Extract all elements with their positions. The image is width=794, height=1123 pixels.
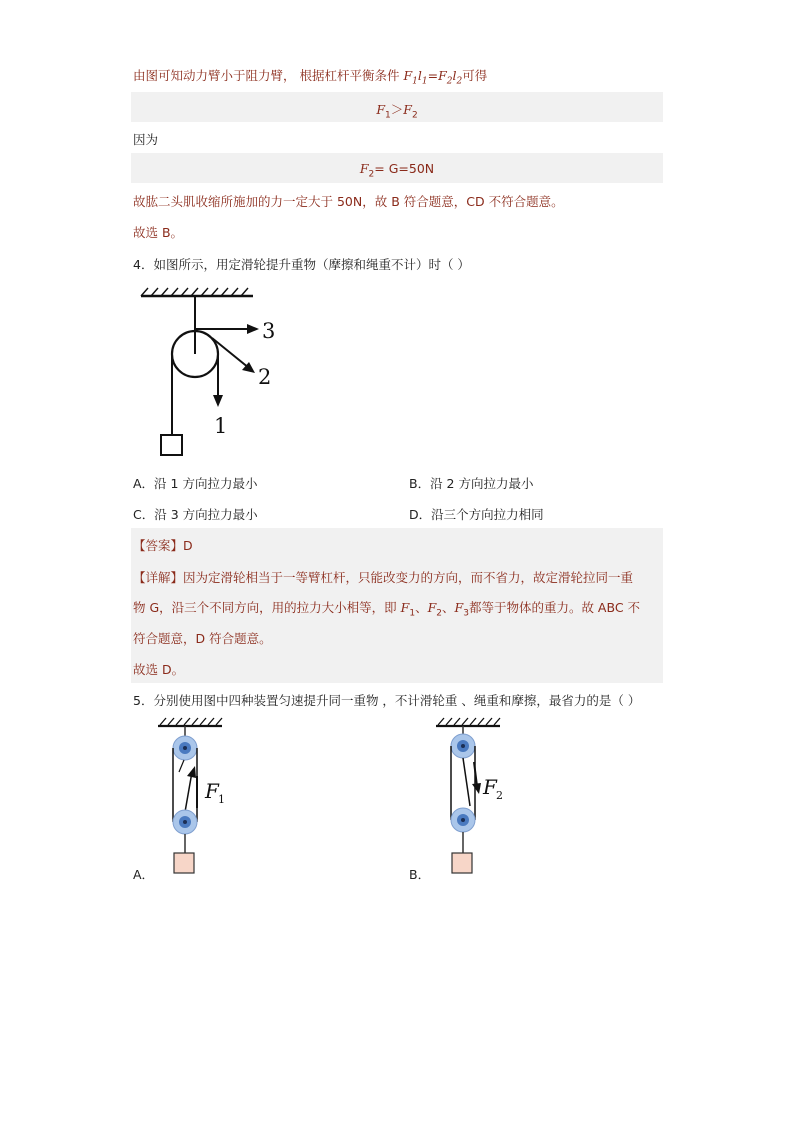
label-3: 3 (262, 319, 276, 343)
force-3-arrowhead (247, 324, 259, 334)
q4-choose: 故选 D。 (133, 662, 185, 677)
q3-line1-text: 由图可知动力臂小于阻力臂， 根据杠杆平衡条件 (133, 68, 400, 83)
label-2: 2 (258, 365, 272, 389)
force-f2-arrowhead (472, 783, 481, 794)
weight-box (452, 853, 472, 873)
q5-stem: 5．分别使用图中四种装置匀速提升同一重物 ，不计滑轮重 、绳重和摩擦，最省力的是（ ） (133, 693, 641, 708)
answer-value: D (183, 538, 193, 553)
pulley-system-b-figure (428, 712, 538, 877)
answer-label: 【答案】 (133, 538, 184, 553)
equation-2: $F_2= G=50N$ (359, 161, 435, 180)
q3-conclusion: 故肱二头肌收缩所施加的力一定大于 50N，故 B 符合题意，CD 不符合题意。 (133, 194, 564, 209)
option-d: D．沿三个方向拉力相同 (409, 507, 544, 522)
q3-line1 (133, 66, 487, 87)
q3-line1-tail: 可得 (462, 68, 488, 83)
force-f1-label: F (205, 779, 219, 803)
force-f1-subscript: 1 (218, 793, 225, 806)
lever-formula: $F_1l_1=F_2l_2$ (403, 68, 463, 87)
force-f1-arrowhead (187, 766, 196, 778)
force-f2-subscript: 2 (496, 789, 503, 802)
q4-stem: 4．如图所示，用定滑轮提升重物（摩擦和绳重不计）时（ ） (133, 257, 470, 272)
weight-box (161, 435, 182, 455)
option-b: B．沿 2 方向拉力最小 (409, 476, 534, 491)
option-a: A．沿 1 方向拉力最小 (133, 476, 258, 491)
detail-line-3: 符合题意，D 符合题意。 (133, 631, 272, 646)
q3-choose: 故选 B。 (133, 225, 184, 240)
equation-1: $F_1>F_2$ (376, 102, 418, 121)
pulley-system-a-figure (150, 712, 260, 877)
ceiling-hatch (438, 718, 500, 725)
answer-line (133, 536, 193, 554)
detail-label: 【详解】 (133, 570, 184, 585)
label-1: 1 (214, 414, 228, 438)
option-a-fig: A． (133, 867, 155, 882)
detail-line-1: 【详解】因为定滑轮相当于一等臂杠杆，只能改变力的方向，而不省力，故定滑轮拉同一重 (133, 570, 634, 585)
detail-line-2: 物 G，沿三个不同方向，用的拉力大小相等，即 $F_1$、$F_2$、$F_3$都等于物体的重力。故 ABC 不 (133, 600, 641, 619)
force-1-arrowhead (213, 395, 223, 407)
fixed-pulley-figure (125, 282, 290, 460)
weight-box (174, 853, 194, 873)
option-b-fig: B． (409, 867, 431, 882)
option-c: C．沿 3 方向拉力最小 (133, 507, 258, 522)
because-text: 因为 (133, 132, 159, 147)
ceiling-hatch (160, 718, 222, 725)
force-f2-label: F (483, 775, 497, 799)
